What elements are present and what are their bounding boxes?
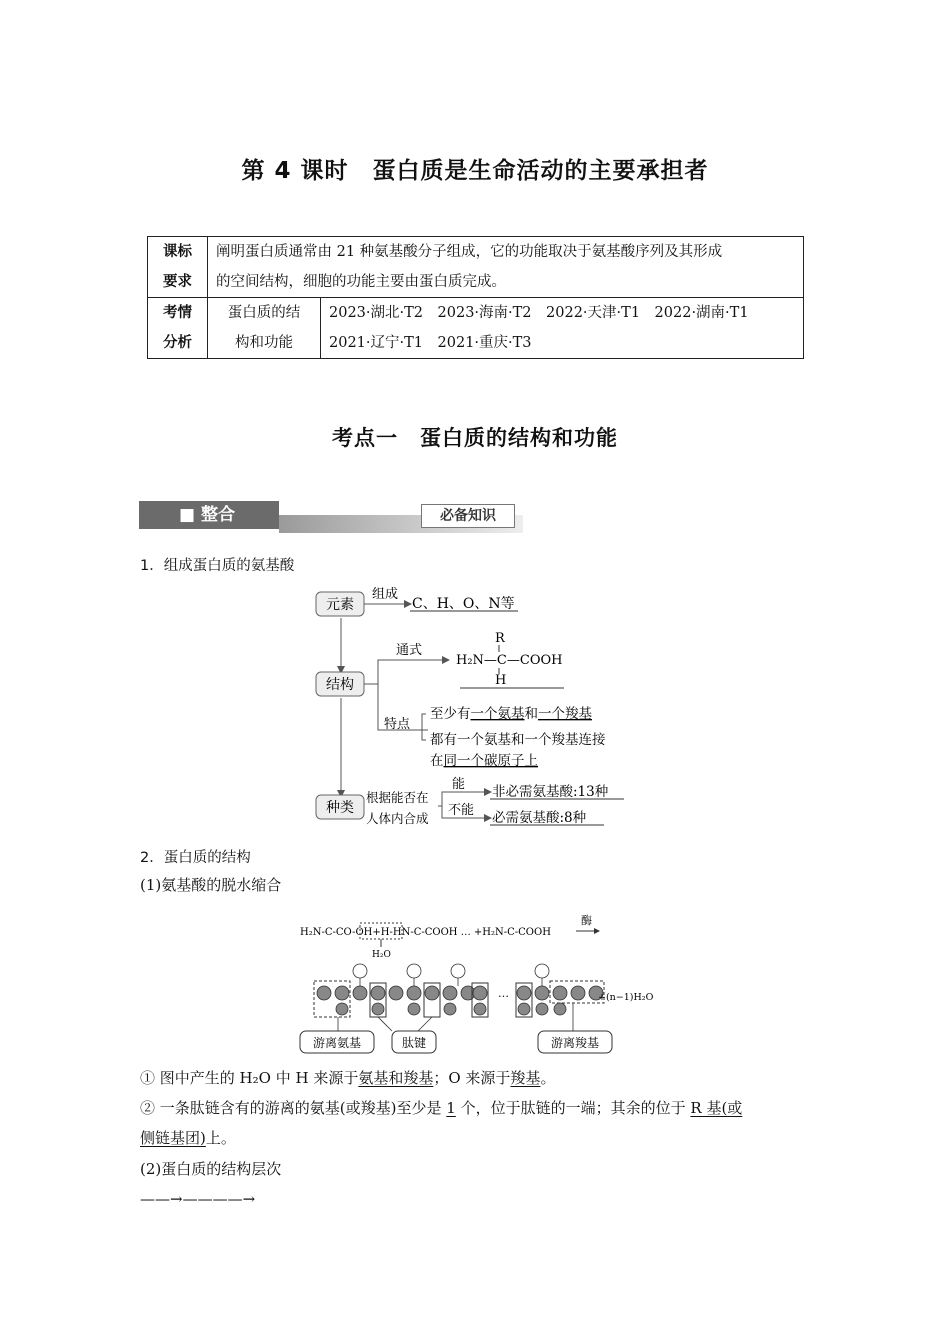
elements-answer: C、H、O、N等	[412, 596, 515, 612]
heading-protein-structure: 2．蛋白质的结构	[140, 850, 251, 866]
label-formula: 通式	[396, 643, 423, 658]
formula-h: H	[495, 673, 507, 688]
row-head-requirements: 课标 要求	[148, 237, 208, 298]
kind-nonessential: 非必需氨基酸:13种	[492, 784, 609, 800]
kind-essential: 必需氨基酸:8种	[492, 810, 587, 826]
levels-arrows: ——→————→	[140, 1190, 256, 1208]
amino-acid-diagram	[300, 580, 660, 830]
label-bond: 肽键	[401, 1036, 427, 1050]
box-kinds-label: 种类	[326, 800, 354, 816]
requirements-table	[147, 236, 804, 359]
kinds-criterion-1: 根据能否在	[366, 790, 429, 805]
label-compose: 组成	[372, 587, 399, 602]
analysis-exams: 2023·湖北·T2 2023·海南·T2 2022·天津·T1 2022·湖南·T1 2021·辽宁·T1 2021·重庆·T3	[321, 298, 804, 359]
analysis-topic: 蛋白质的结 构和功能	[208, 298, 321, 359]
feature-2-line2: 在同一个碳原子上	[430, 753, 538, 769]
box-element-label: 元素	[326, 597, 354, 613]
water-label: H₂O	[372, 950, 391, 960]
feature-2-line1: 都有一个氨基和一个羧基连接	[430, 732, 606, 748]
r-groups	[353, 964, 549, 978]
label-carboxyl: 游离羧基	[550, 1036, 600, 1050]
enzyme-label: 酶	[581, 914, 592, 927]
label-amino: 游离氨基	[312, 1036, 362, 1050]
subheading-condensation: (1)氨基酸的脱水缩合	[140, 876, 282, 894]
point-2: ② 一条肽链含有的游离的氨基(或羧基)至少是 1 个，位于肽链的一端；其余的位于 R 基(或 侧链基团)上。	[140, 1099, 743, 1147]
reaction-equation: H₂N-C-CO-OH+H-HN-C-COOH … +H₂N-C-COOH	[300, 927, 551, 938]
formula-r: R	[495, 631, 505, 646]
chain-water: +(n−1)H₂O	[598, 992, 654, 1003]
feature-1: 至少有一个氨基和一个羧基	[430, 706, 592, 722]
chain-atoms	[317, 986, 603, 1015]
section-title: 考点一 蛋白质的结构和功能	[332, 426, 618, 450]
label-feature: 特点	[384, 717, 411, 732]
banner-label-integrate: ■ 整合	[139, 501, 279, 529]
box-structure-label: 结构	[326, 677, 354, 693]
dehydration-diagram	[298, 905, 658, 1055]
kinds-criterion-2: 人体内合成	[366, 811, 429, 826]
heading-amino-acids: 1．组成蛋白质的氨基酸	[140, 558, 295, 574]
section-banner	[139, 501, 523, 533]
requirements-text: 阐明蛋白质通常由 21 种氨基酸分子组成，它的功能取决于氨基酸序列及其形成 的空间结构，细胞的功能主要由蛋白质完成。	[208, 237, 804, 298]
page-title: 第 4 课时 蛋白质是生命活动的主要承担者	[241, 158, 709, 184]
row-head-analysis: 考情 分析	[148, 298, 208, 359]
formula-main: H₂N—C—COOH	[456, 653, 563, 668]
chain-ellipsis: …	[498, 987, 509, 1000]
point-1: ① 图中产生的 H₂O 中 H 来源于氨基和羧基；O 来源于羧基。	[140, 1069, 556, 1087]
subheading-levels: (2)蛋白质的结构层次	[140, 1160, 282, 1178]
label-can: 能	[452, 777, 466, 792]
label-cannot: 不能	[448, 803, 475, 818]
banner-label-knowledge: 必备知识	[421, 504, 515, 528]
